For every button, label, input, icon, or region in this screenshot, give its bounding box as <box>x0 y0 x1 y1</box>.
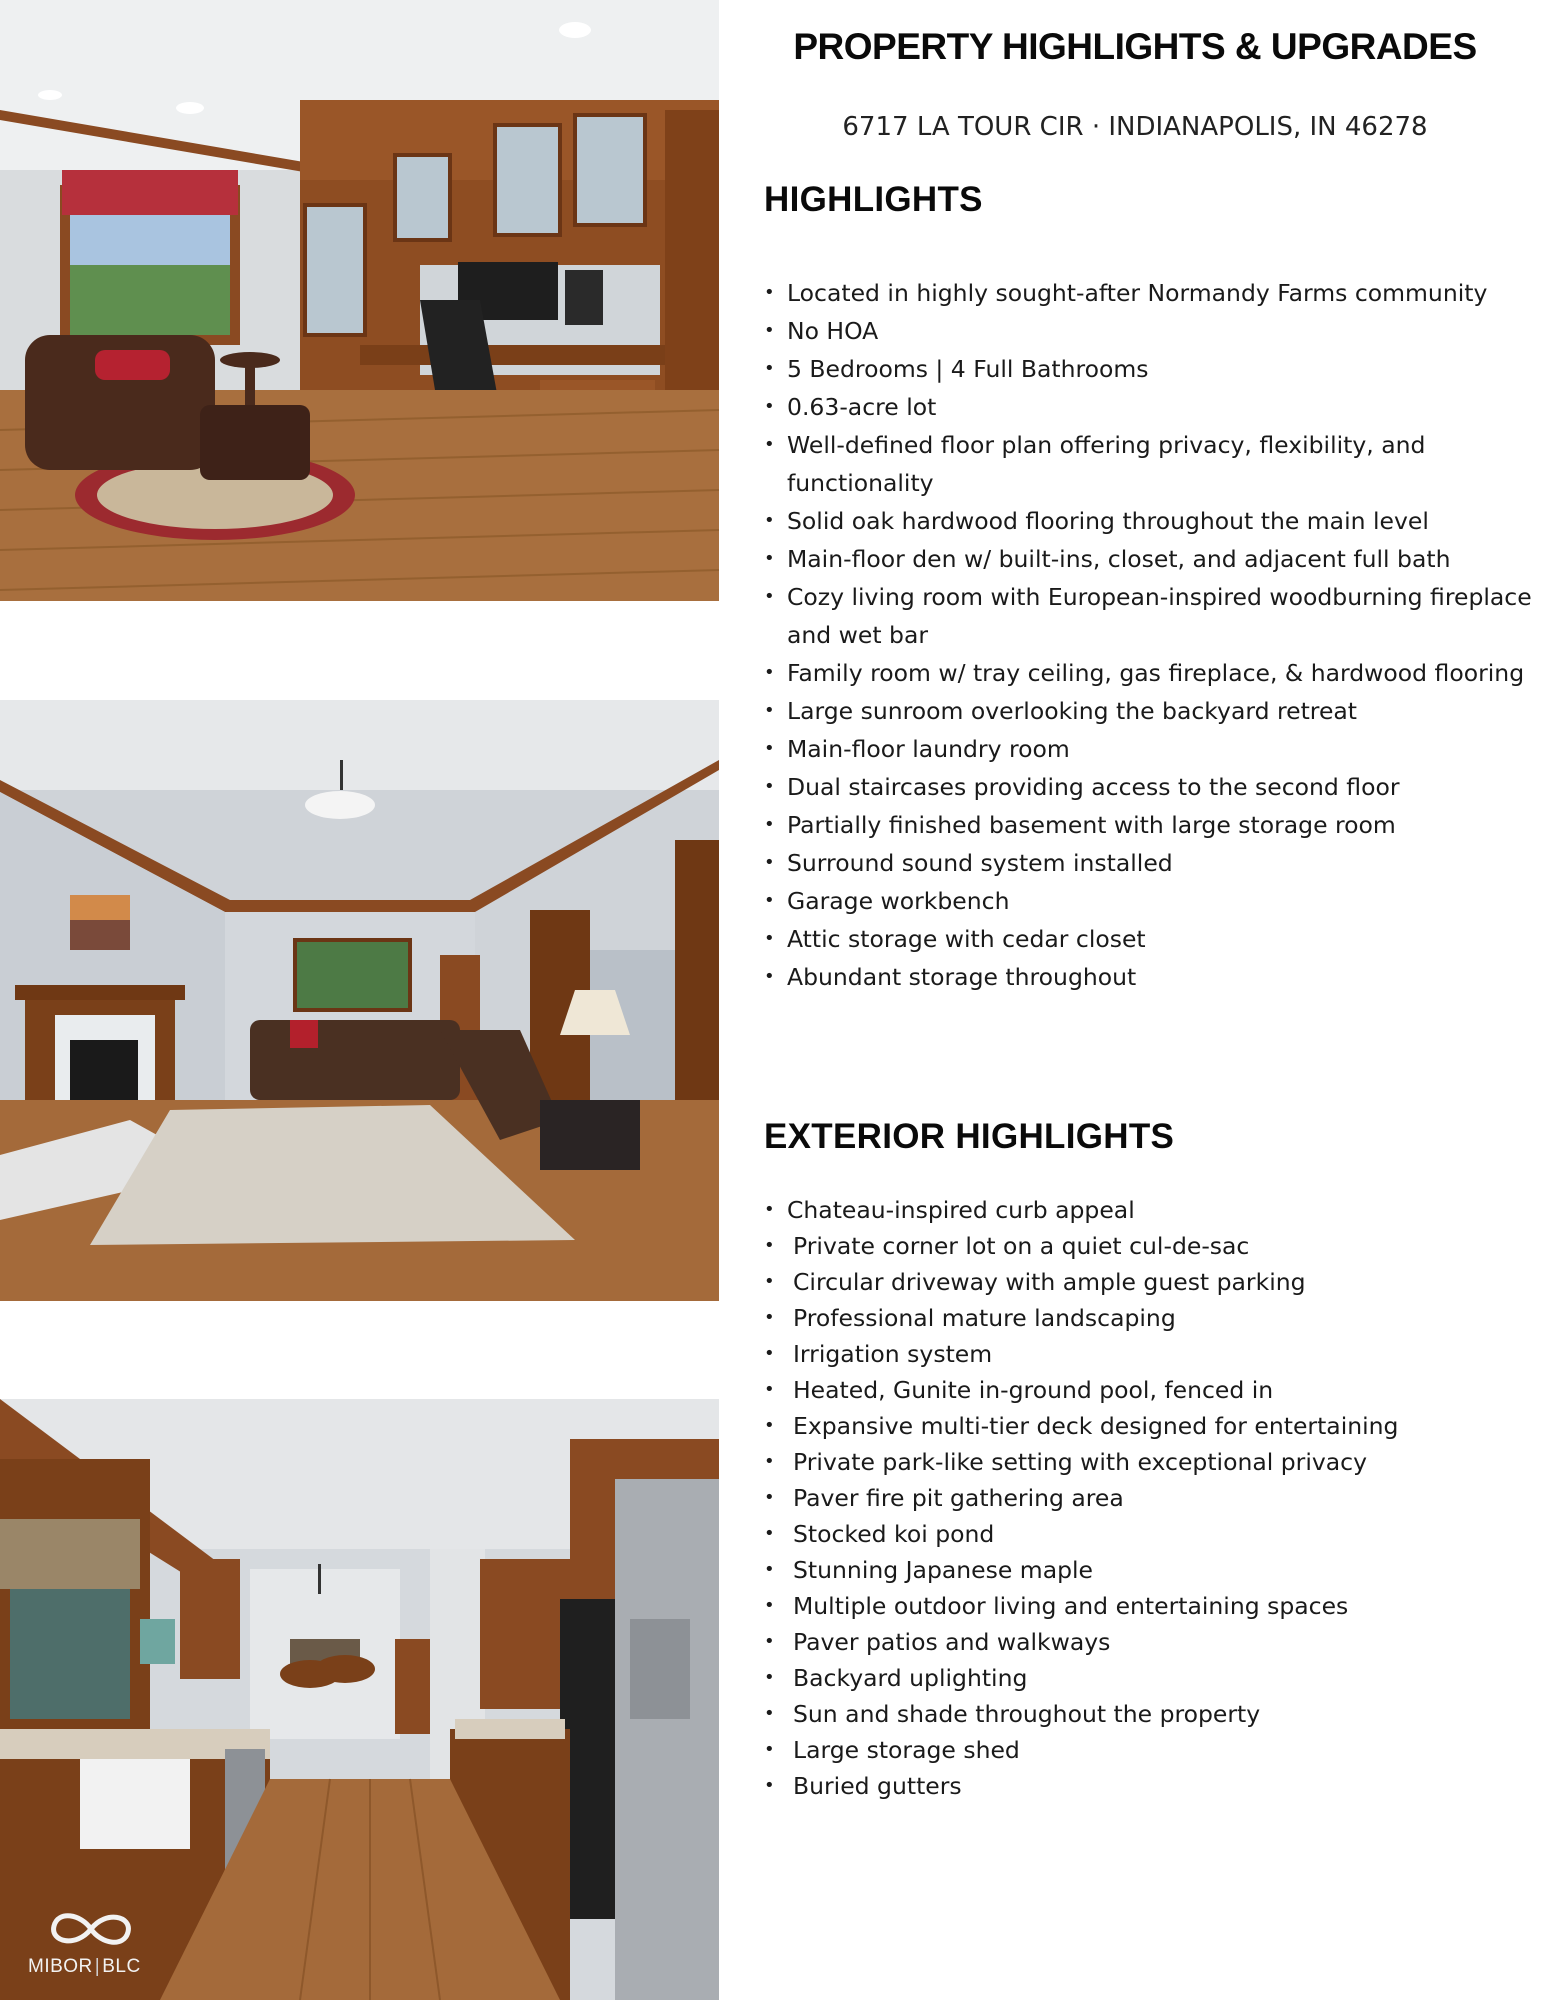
list-item: • 5 Bedrooms | 4 Full Bathrooms <box>764 350 1534 388</box>
list-item: • Large sunroom overlooking the backyard retreat <box>764 692 1534 730</box>
list-item: • Abundant storage throughout <box>764 958 1534 996</box>
exterior-highlights-list <box>764 1192 1534 1804</box>
list-item: • Main-floor laundry room <box>764 730 1534 768</box>
list-item: • Stunning Japanese maple <box>764 1552 1534 1588</box>
list-item: • Dual staircases providing access to the second floor <box>764 768 1534 806</box>
list-item: • Multiple outdoor living and entertaining spaces <box>764 1588 1534 1624</box>
den-photo <box>0 0 719 601</box>
list-item: • Paver patios and walkways <box>764 1624 1534 1660</box>
list-item: • Private park-like setting with exceptional privacy <box>764 1444 1534 1480</box>
list-item: • Chateau-inspired curb appeal <box>764 1192 1534 1228</box>
list-item: • Buried gutters <box>764 1768 1534 1804</box>
logo-brand: MIBOR <box>28 1956 93 1977</box>
list-item: • Irrigation system <box>764 1336 1534 1372</box>
list-item: • Family room w/ tray ceiling, gas fireplace, & hardwood flooring <box>764 654 1534 692</box>
list-item: • Professional mature landscaping <box>764 1300 1534 1336</box>
list-item: • Cozy living room with European-inspired woodburning fireplace and wet bar <box>764 578 1534 654</box>
infinity-icon <box>46 1906 136 1952</box>
list-item: • Partially finished basement with large storage room <box>764 806 1534 844</box>
family-room-photo <box>0 700 719 1301</box>
exterior-highlights-heading: EXTERIOR HIGHLIGHTS <box>764 1117 1175 1156</box>
list-item: • Heated, Gunite in-ground pool, fenced in <box>764 1372 1534 1408</box>
list-item: • Private corner lot on a quiet cul-de-sac <box>764 1228 1534 1264</box>
list-item: • Attic storage with cedar closet <box>764 920 1534 958</box>
list-item: • Garage workbench <box>764 882 1534 920</box>
property-address: 6717 LA TOUR CIR · INDIANAPOLIS, IN 46278 <box>842 112 1428 142</box>
list-item: • Located in highly sought-after Normandy Farms community <box>764 274 1534 312</box>
list-item: • Stocked koi pond <box>764 1516 1534 1552</box>
list-item: • 0.63-acre lot <box>764 388 1534 426</box>
list-item: • Circular driveway with ample guest parking <box>764 1264 1534 1300</box>
list-item: • Paver fire pit gathering area <box>764 1480 1534 1516</box>
logo-sub: BLC <box>102 1956 141 1977</box>
page-title: PROPERTY HIGHLIGHTS & UPGRADES <box>793 26 1477 67</box>
list-item: • Backyard uplighting <box>764 1660 1534 1696</box>
list-item: • Well-defined floor plan offering privacy, flexibility, and functionality <box>764 426 1534 502</box>
list-item: • Sun and shade throughout the property <box>764 1696 1534 1732</box>
list-item: • Main-floor den w/ built-ins, closet, and adjacent full bath <box>764 540 1534 578</box>
logo-wordmark: MIBOR | BLC <box>28 1956 141 1977</box>
list-item: • Surround sound system installed <box>764 844 1534 882</box>
list-item: • Large storage shed <box>764 1732 1534 1768</box>
list-item: • Solid oak hardwood flooring throughout the main level <box>764 502 1534 540</box>
highlights-heading: HIGHLIGHTS <box>764 180 983 219</box>
list-item: • Expansive multi-tier deck designed for entertaining <box>764 1408 1534 1444</box>
list-item: • No HOA <box>764 312 1534 350</box>
highlights-list <box>764 274 1534 996</box>
mibor-blc-logo <box>28 1906 158 1986</box>
